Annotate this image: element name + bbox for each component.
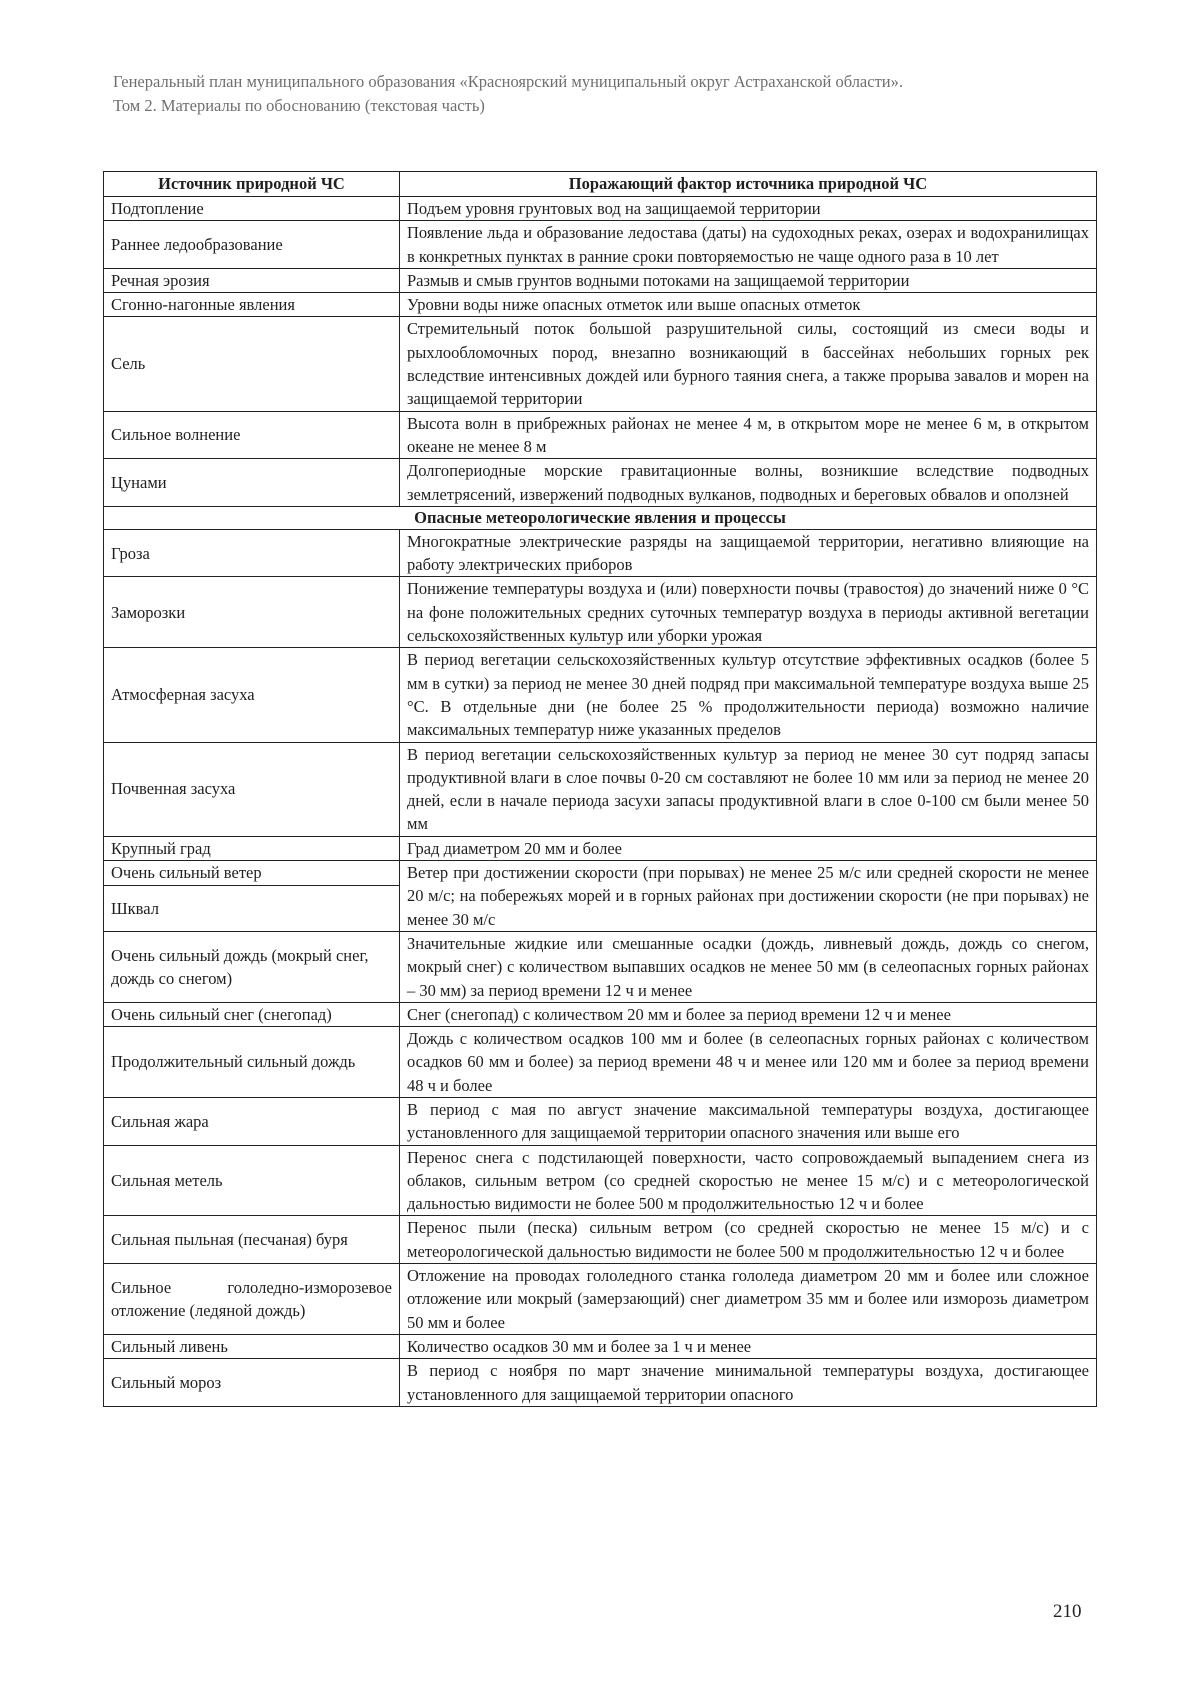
table-row: [104, 1264, 1097, 1335]
hazard-source-cell: Сильное гололедно-изморозевое отложение (ледяной дождь): [104, 1264, 400, 1335]
table-row: [104, 317, 1097, 411]
hazard-factor-cell: Долгопериодные морские гравитационные волны, возникшие вследствие подводных землетрясений, извержений подводных вулканов, подводных и береговых обвалов и оползней: [400, 459, 1097, 507]
hazard-factor-cell: Ветер при достижении скорости (при порывах) не менее 25 м/с или средней скорости не менее 20 м/с; на побережьях морей и в горных районах при достижении скорости (не при порывах) не менее 30 м/с: [400, 861, 1097, 932]
hazard-factor-cell: Размыв и смыв грунтов водными потоками на защищаемой территории: [400, 268, 1097, 292]
hazard-factor-cell: Подъем уровня грунтовых вод на защищаемой территории: [400, 197, 1097, 221]
table-row: [104, 1027, 1097, 1098]
table-row: [104, 459, 1097, 507]
table-row: [104, 1002, 1097, 1026]
hazard-factor-cell: Град диаметром 20 мм и более: [400, 836, 1097, 860]
hazard-factor-cell: Понижение температуры воздуха и (или) поверхности почвы (травостоя) до значений ниже 0 °С на фоне положительных средних суточных температур воздуха в периоды активной вегетации сельскохозяйственных культур или уборки урожая: [400, 577, 1097, 648]
hazard-factor-cell: Количество осадков 30 мм и более за 1 ч и менее: [400, 1334, 1097, 1358]
hazard-source-cell: Сильный мороз: [104, 1359, 400, 1407]
hazard-source-cell: Сель: [104, 317, 400, 411]
hazard-factor-cell: В период вегетации сельскохозяйственных культур за период не менее 30 сут подряд запасы продуктивной влаги в слое почвы 0-20 см составляют не более 10 мм или за период не менее 20 дней, если в начале периода засухи запасы продуктивной влаги в слое 0-100 см были менее 50 мм: [400, 742, 1097, 836]
page-header: [113, 70, 1113, 118]
hazard-factor-cell: Стремительный поток большой разрушительной силы, состоящий из смеси воды и рыхлообломочных пород, внезапно возникающий в бассейнах небольших горных рек вследствие интенсивных дождей или бурного таяния снега, а также прорыва завалов и морен на защищаемой территории: [400, 317, 1097, 411]
hazard-factor-cell: Дождь с количеством осадков 100 мм и более (в селеопасных горных районах с количеством осадков 60 мм и более) за период времени 48 ч и менее или 120 мм и более за период времени 48 ч и более: [400, 1027, 1097, 1098]
table-row: [104, 268, 1097, 292]
table-row: [104, 861, 1097, 886]
hazard-source-cell: Очень сильный ветер: [104, 861, 400, 886]
hazard-source-cell: Крупный град: [104, 836, 400, 860]
table-row: [104, 1216, 1097, 1264]
table-row: [104, 577, 1097, 648]
column-header-source: Источник природной ЧС: [104, 172, 400, 197]
hazard-factor-cell: Значительные жидкие или смешанные осадки (дождь, ливневый дождь, дождь со снегом, мокрый снег) с количеством выпавших осадков не менее 50 мм (в селеопасных горных районах – 30 мм) за период времени 12 ч и менее: [400, 931, 1097, 1002]
hazard-source-cell: Сильная метель: [104, 1145, 400, 1216]
hazard-factor-cell: Многократные электрические разряды на защищаемой территории, негативно влияющие на работу электрических приборов: [400, 529, 1097, 577]
hazard-source-cell: Раннее ледообразование: [104, 221, 400, 269]
table-row: [104, 1334, 1097, 1358]
table-row: [104, 1145, 1097, 1216]
table-row: [104, 197, 1097, 221]
table-row: [104, 221, 1097, 269]
table-row: [104, 293, 1097, 317]
table-header-row: [104, 172, 1097, 197]
hazard-factor-cell: Появление льда и образование ледостава (даты) на судоходных реках, озерах и водохранилищах в конкретных пунктах в ранние сроки повторяемостью не чаще одного раза в 10 лет: [400, 221, 1097, 269]
table-row: [104, 931, 1097, 1002]
hazard-factor-cell: Перенос пыли (песка) сильным ветром (со средней скоростью не менее 15 м/с) и с метеорологической дальностью видимости не более 500 м продолжительностью 12 ч и более: [400, 1216, 1097, 1264]
hazard-factor-cell: Перенос снега с подстилающей поверхности, часто сопровождаемый выпадением снега из облаков, сильным ветром (со средней скоростью не менее 15 м/с) и с метеорологической дальностью видимости не более 500 м продолжительностью 12 ч и более: [400, 1145, 1097, 1216]
table-row: [104, 742, 1097, 836]
hazard-table: [103, 171, 1097, 1407]
hazard-source-cell: Сильный ливень: [104, 1334, 400, 1358]
hazard-source-cell: Сгонно-нагонные явления: [104, 293, 400, 317]
column-header-factor: Поражающий фактор источника природной ЧС: [400, 172, 1097, 197]
hazard-source-cell: Гроза: [104, 529, 400, 577]
hazard-source-cell: Почвенная засуха: [104, 742, 400, 836]
hazard-factor-cell: Уровни воды ниже опасных отметок или выше опасных отметок: [400, 293, 1097, 317]
hazard-source-cell: Шквал: [104, 885, 400, 931]
hazard-source-cell: Цунами: [104, 459, 400, 507]
hazard-source-cell: Сильная жара: [104, 1097, 400, 1145]
table-row: [104, 411, 1097, 459]
hazard-factor-cell: Снег (снегопад) с количеством 20 мм и более за период времени 12 ч и менее: [400, 1002, 1097, 1026]
hazard-factor-cell: Высота волн в прибрежных районах не менее 4 м, в открытом море не менее 6 м, в открытом океане не менее 8 м: [400, 411, 1097, 459]
hazard-source-cell: Сильное волнение: [104, 411, 400, 459]
hazard-factor-cell: В период с мая по август значение максимальной температуры воздуха, достигающее установленного для защищаемой территории опасного значения или выше его: [400, 1097, 1097, 1145]
section-title: Опасные метеорологические явления и процессы: [104, 506, 1097, 529]
hazard-source-cell: Заморозки: [104, 577, 400, 648]
hazard-source-cell: Очень сильный снег (снегопад): [104, 1002, 400, 1026]
hazard-factor-cell: В период вегетации сельскохозяйственных культур отсутствие эффективных осадков (более 5 мм в сутки) за период не менее 30 дней подряд при максимальной температуре воздуха выше 25 °С. В отдельные дни (не более 25 % продолжительности периода) возможно наличие максимальных температур ниже указанных пределов: [400, 648, 1097, 742]
hazard-source-cell: Подтопление: [104, 197, 400, 221]
table-row: [104, 648, 1097, 742]
table-body: [104, 197, 1097, 1407]
header-line-2: Том 2. Материалы по обоснованию (текстовая часть): [113, 96, 485, 115]
hazard-source-cell: Речная эрозия: [104, 268, 400, 292]
hazard-source-cell: Очень сильный дождь (мокрый снег, дождь со снегом): [104, 931, 400, 1002]
page-number: 210: [1053, 1601, 1082, 1622]
hazard-source-cell: Продолжительный сильный дождь: [104, 1027, 400, 1098]
hazard-factor-cell: В период с ноября по март значение минимальной температуры воздуха, достигающее установленного для защищаемой территории опасного: [400, 1359, 1097, 1407]
section-row: [104, 506, 1097, 529]
hazard-source-cell: Атмосферная засуха: [104, 648, 400, 742]
hazard-factor-cell: Отложение на проводах гололедного станка гололеда диаметром 20 мм и более или сложное отложение или мокрый (замерзающий) снег диаметром 35 мм и более или изморозь диаметром 50 мм и более: [400, 1264, 1097, 1335]
table-row: [104, 529, 1097, 577]
header-line-1: Генеральный план муниципального образования «Красноярский муниципальный округ Астраханской области».: [113, 72, 903, 91]
table-row: [104, 1359, 1097, 1407]
hazard-source-cell: Сильная пыльная (песчаная) буря: [104, 1216, 400, 1264]
table-row: [104, 1097, 1097, 1145]
table-row: [104, 836, 1097, 860]
